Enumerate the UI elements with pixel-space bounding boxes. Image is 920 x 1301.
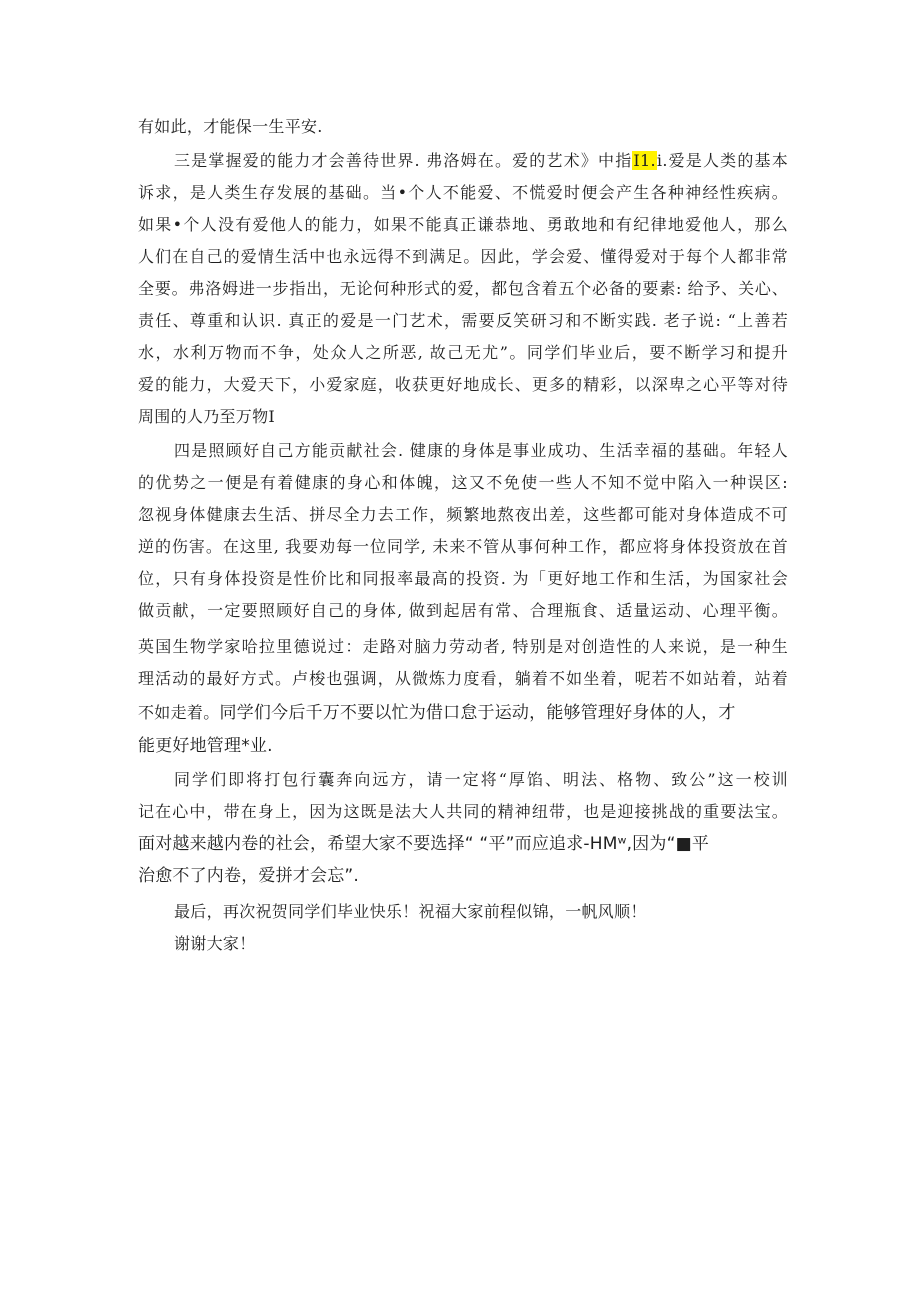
health-paragraph-line-10: 能更好地管理*业. [138,736,273,756]
health-line-9-sans: 同学们今后千万不要以忙为借口怠于运动，能够管理好身体的人，才 [219,703,736,723]
love-paragraph-line-7: 水，水利万物而不争，处众人之所恶, 故己无尤”。同学们毕业后，要不断学习和提升 [138,343,788,362]
highlighted-text: I1. [633,151,656,170]
motto-paragraph-line-1: 同学们即将打包行囊奔向远方，请一定将“厚馅、明法、格物、致公”这一校训 [174,770,788,789]
health-paragraph-line-5: 位，只有身体投资是性价比和同报率最高的投资. 为「更好地工作和生活，为国家社会 [138,569,788,588]
love-paragraph-line-2: 诉求，是人类生存发展的基础。当•个人不能爱、不慌爱时便会产生各种神经性疾病。 [138,183,788,202]
health-paragraph-line-9 [138,703,788,723]
health-paragraph-line-1: 四是照顾好自己方能贡献社会. 健康的身体是事业成功、生活幸福的基础。年轻人 [174,441,788,460]
love-paragraph-line-3: 如果•个人没有爱他人的能力，如果不能真正谦恭地、勇敢地和有纪律地爱他人，那么 [138,215,788,234]
intro-line-1: 有如此，才能保一生平安. [138,117,323,136]
love-paragraph-line-8: 爱的能力，大爱天下，小爱家庭，收获更好地成长、更多的精彩，以深卑之心平等对待 [138,375,788,394]
health-line-9-serif: 不如走着。 [138,703,220,722]
closing-line-2: 谢谢大家！ [174,934,256,953]
love-paragraph-line-6: 责任、尊重和认识. 真正的爱是一门艺术，需要反笑研习和不断实践. 老子说: “上善若 [138,311,788,330]
health-paragraph-line-2: 的优势之一便是有着健康的身心和体魄，这又不免使一些人不知不觉中陷入一种误区: [138,473,788,492]
love-line-1-suffix: i.爱是人类的基本 [656,151,789,170]
health-paragraph-line-4: 逆的伤害。在这里, 我要劝每一位同学, 未来不管从事何种工作，都应将身体投资放在首 [138,537,788,556]
motto-paragraph-line-2: 记在心中，带在身上，因为这既是法大人共同的精神纽带，也是迎接挑战的重要法宝。 [138,802,788,821]
health-paragraph-line-8: 理活动的最好方式。卢梭也强调，从微炼力度看，躺着不如坐着，呢若不如站着，站着 [138,669,788,688]
motto-paragraph-line-4: 治愈不了内卷，爱拼才会忘”. [138,866,360,886]
health-paragraph-line-7: 英国生物学家哈拉里德说过：走路对脑力劳动者, 特别是对创造性的人来说，是一种生 [138,637,788,656]
health-paragraph-line-6: 做贡献，一定要照顾好自己的身体, 做到起居有常、合理瓶食、适量运动、心理平衡。 [138,601,788,620]
love-line-1-prefix: 三是掌握爱的能力才会善待世界. 弗洛姆在。爱的艺术》中指 [174,151,633,170]
health-paragraph-line-3: 忽视身体健康去生活、拼尽全力去工作，频繁地熬夜出差，这些都可能对身体造成不可 [138,505,788,524]
love-paragraph-line-5: 全要。弗洛姆进一步指出，无论何种形式的爱，都包含着五个必备的要素: 给予、关心、 [138,279,788,298]
love-paragraph-line-4: 人们在自己的爱情生活中也永远得不到满足。因此，学会爱、懂得爱对于每个人都非常 [138,247,788,266]
love-paragraph-line-1 [174,151,788,171]
closing-line-1: 最后，再次祝贺同学们毕业快乐！祝福大家前程似锦，一帆风顺！ [174,902,647,921]
love-paragraph-line-9: 周围的人乃至万物I [138,407,276,426]
motto-paragraph-line-3: 面对越来越内卷的社会，希望大家不要选择“ “平”而应追求-HMʷ,因为“■平 [138,834,710,854]
